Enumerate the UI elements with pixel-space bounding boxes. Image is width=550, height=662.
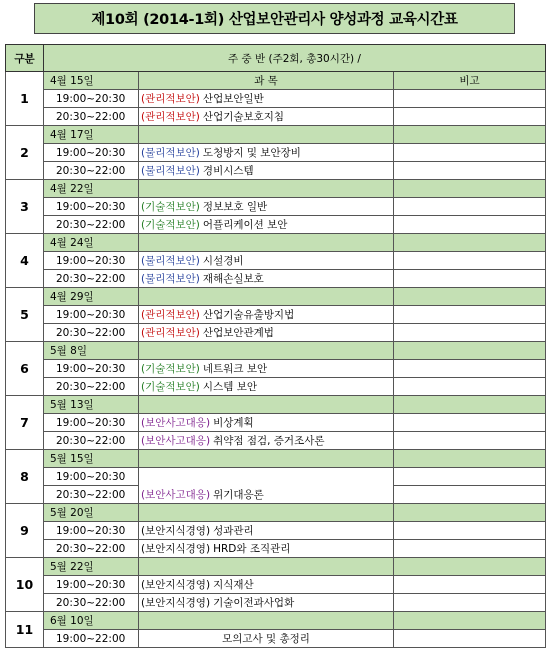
time-slot: 19:00~20:30: [44, 252, 139, 270]
note-cell: [394, 162, 546, 180]
course-category: (물리적보안): [141, 273, 200, 285]
session-date: 6월 10일: [44, 612, 139, 630]
course-title: 재해손실보호: [202, 273, 264, 285]
session-number: 4: [6, 234, 44, 288]
course-title: HRD와 조직관리: [213, 543, 291, 555]
course-subject: [139, 198, 394, 216]
course-category: (기술적보안): [141, 363, 200, 375]
time-slot: 19:00~20:30: [44, 198, 139, 216]
session-date-row: [6, 342, 546, 360]
course-title: 비상계획: [213, 417, 254, 429]
time-slot: 20:30~22:00: [44, 378, 139, 396]
table-row: [6, 144, 546, 162]
table-row: [6, 630, 546, 648]
date-filler: [139, 180, 394, 198]
course-subject: [139, 630, 394, 648]
schedule-table: [5, 44, 546, 648]
note-cell: [394, 594, 546, 612]
time-slot: 19:00~20:30: [44, 90, 139, 108]
date-filler: [394, 180, 546, 198]
note-cell: [394, 360, 546, 378]
time-slot: 20:30~22:00: [44, 540, 139, 558]
course-category: (관리적보안): [141, 309, 200, 321]
time-slot: 19:00~20:30: [44, 360, 139, 378]
session-date-row: [6, 558, 546, 576]
course-subject: [139, 162, 394, 180]
course-category: (물리적보안): [141, 165, 200, 177]
course-title: 정보보호 일반: [202, 201, 268, 213]
course-category: (물리적보안): [141, 255, 200, 267]
note-cell: [394, 198, 546, 216]
course-category: (물리적보안): [141, 147, 200, 159]
course-title: 취약점 점검, 증거조사론: [213, 435, 325, 447]
note-cell: [394, 108, 546, 126]
date-filler: [139, 612, 394, 630]
table-row: [6, 306, 546, 324]
table-row: [6, 540, 546, 558]
course-title: 산업기술유출방지법: [202, 309, 295, 321]
date-filler: [139, 450, 394, 468]
course-title: 지식재산: [213, 579, 254, 591]
course-title: 도청방지 및 보안장비: [202, 147, 301, 159]
table-row: [6, 522, 546, 540]
time-slot: 20:30~22:00: [44, 432, 139, 450]
course-category: (보안지식경영): [141, 597, 211, 609]
course-category: (보안지식경영): [141, 525, 211, 537]
time-slot: 20:30~22:00: [44, 216, 139, 234]
date-filler: [394, 450, 546, 468]
course-title: 어플리케이션 보안: [202, 219, 288, 231]
page-title: [34, 3, 515, 34]
time-slot: 19:00~20:30: [44, 144, 139, 162]
course-category: (관리적보안): [141, 93, 200, 105]
note-cell: [394, 414, 546, 432]
date-filler: [139, 504, 394, 522]
table-row: [6, 468, 546, 486]
note-cell: [394, 144, 546, 162]
course-title: 성과관리: [213, 525, 254, 537]
course-subject: [139, 522, 394, 540]
course-subject: [139, 594, 394, 612]
date-filler: [139, 342, 394, 360]
course-title: 모의고사 및 총정리: [222, 633, 310, 645]
date-filler: [139, 126, 394, 144]
header-group: 구분: [6, 45, 44, 72]
session-date-row: [6, 126, 546, 144]
course-title: 네트워크 보안: [202, 363, 268, 375]
course-subject: [139, 252, 394, 270]
session-date: 5월 15일: [44, 450, 139, 468]
course-subject: [139, 468, 394, 486]
time-slot: 20:30~22:00: [44, 108, 139, 126]
date-filler: [139, 396, 394, 414]
note-cell: [394, 576, 546, 594]
title-text: 제10회 (2014-1회) 산업보안관리사 양성과정 교육시간표: [91, 12, 458, 28]
table-row: [6, 162, 546, 180]
course-subject: [139, 306, 394, 324]
note-cell: [394, 252, 546, 270]
table-row: [6, 198, 546, 216]
session-number: 8: [6, 450, 44, 504]
note-cell: [394, 468, 546, 486]
course-subject: [139, 216, 394, 234]
course-subject: [139, 540, 394, 558]
time-slot: 19:00~20:30: [44, 468, 139, 486]
course-category: (관리적보안): [141, 327, 200, 339]
note-cell: [394, 432, 546, 450]
note-cell: [394, 540, 546, 558]
table-row: [6, 432, 546, 450]
session-date: 5월 20일: [44, 504, 139, 522]
course-subject: [139, 90, 394, 108]
table-row: [6, 324, 546, 342]
note-cell: [394, 306, 546, 324]
session-number: 7: [6, 396, 44, 450]
date-filler: [394, 558, 546, 576]
session-number: 5: [6, 288, 44, 342]
course-category: (보안사고대응): [141, 435, 211, 447]
table-row: [6, 486, 546, 504]
course-subject: [139, 432, 394, 450]
session-date-row: [6, 72, 546, 90]
course-subject: [139, 108, 394, 126]
time-slot: 20:30~22:00: [44, 324, 139, 342]
session-date: 5월 22일: [44, 558, 139, 576]
time-slot: 19:00~20:30: [44, 576, 139, 594]
course-title: 경비시스템: [202, 165, 254, 177]
session-date: 4월 17일: [44, 126, 139, 144]
time-slot: 19:00~20:30: [44, 414, 139, 432]
note-cell: [394, 324, 546, 342]
session-date: 4월 22일: [44, 180, 139, 198]
course-title: 시스템 보안: [202, 381, 257, 393]
course-subject: [139, 378, 394, 396]
date-filler: [394, 342, 546, 360]
course-category: (보안지식경영): [141, 579, 211, 591]
note-cell: [394, 378, 546, 396]
session-date: 5월 13일: [44, 396, 139, 414]
session-date: 5월 8일: [44, 342, 139, 360]
session-date-row: [6, 612, 546, 630]
session-date: 4월 29일: [44, 288, 139, 306]
table-header-row: [6, 45, 546, 72]
course-subject: [139, 414, 394, 432]
table-row: [6, 594, 546, 612]
course-category: (관리적보안): [141, 111, 200, 123]
note-cell: [394, 486, 546, 504]
course-subject: [139, 360, 394, 378]
session-number: 11: [6, 612, 44, 648]
table-row: [6, 270, 546, 288]
session-date-row: [6, 180, 546, 198]
note-cell: [394, 270, 546, 288]
session-date-row: [6, 450, 546, 468]
session-date-row: [6, 504, 546, 522]
session-date-row: [6, 396, 546, 414]
time-slot: 20:30~22:00: [44, 594, 139, 612]
course-category: (보안사고대응): [141, 488, 211, 501]
date-filler: [394, 396, 546, 414]
table-row: [6, 252, 546, 270]
time-slot: 20:30~22:00: [44, 162, 139, 180]
course-category: (기술적보안): [141, 381, 200, 393]
course-title: 산업보안일반: [202, 93, 264, 105]
table-row: [6, 576, 546, 594]
course-header: 과 목: [139, 72, 394, 90]
note-header: 비고: [394, 72, 546, 90]
table-row: [6, 414, 546, 432]
date-filler: [394, 126, 546, 144]
session-number: 3: [6, 180, 44, 234]
course-subject: [139, 486, 394, 504]
course-category: (보안사고대응): [141, 417, 211, 429]
session-number: 9: [6, 504, 44, 558]
note-cell: [394, 90, 546, 108]
course-subject: [139, 576, 394, 594]
session-date-row: [6, 288, 546, 306]
session-date-row: [6, 234, 546, 252]
date-filler: [394, 234, 546, 252]
time-slot: 20:30~22:00: [44, 486, 139, 504]
course-category: (보안지식경영): [141, 543, 211, 555]
header-main: 주 중 반 (주2회, 총30시간) /: [44, 45, 546, 72]
table-row: [6, 378, 546, 396]
session-date: 4월 24일: [44, 234, 139, 252]
session-date: 4월 15일: [44, 72, 139, 90]
time-slot: 20:30~22:00: [44, 270, 139, 288]
course-category: (기술적보안): [141, 219, 200, 231]
note-cell: [394, 630, 546, 648]
table-row: [6, 216, 546, 234]
table-row: [6, 108, 546, 126]
table-row: [6, 360, 546, 378]
date-filler: [394, 288, 546, 306]
date-filler: [139, 234, 394, 252]
session-number: 1: [6, 72, 44, 126]
course-category: (기술적보안): [141, 201, 200, 213]
session-number: 2: [6, 126, 44, 180]
course-title: 시설경비: [202, 255, 244, 267]
time-slot: 19:00~20:30: [44, 306, 139, 324]
date-filler: [139, 558, 394, 576]
note-cell: [394, 522, 546, 540]
course-title: 산업보안관계법: [202, 327, 274, 339]
time-slot: 19:00~22:00: [44, 630, 139, 648]
course-subject: [139, 144, 394, 162]
course-subject: [139, 324, 394, 342]
session-number: 6: [6, 342, 44, 396]
note-cell: [394, 216, 546, 234]
course-subject: [139, 270, 394, 288]
course-title: 위기대응론: [213, 488, 264, 501]
date-filler: [394, 612, 546, 630]
session-number: 10: [6, 558, 44, 612]
date-filler: [394, 504, 546, 522]
course-title: 기술이전과사업화: [213, 597, 295, 609]
date-filler: [139, 288, 394, 306]
table-row: [6, 90, 546, 108]
time-slot: 19:00~20:30: [44, 522, 139, 540]
course-title: 산업기술보호지침: [202, 111, 285, 123]
